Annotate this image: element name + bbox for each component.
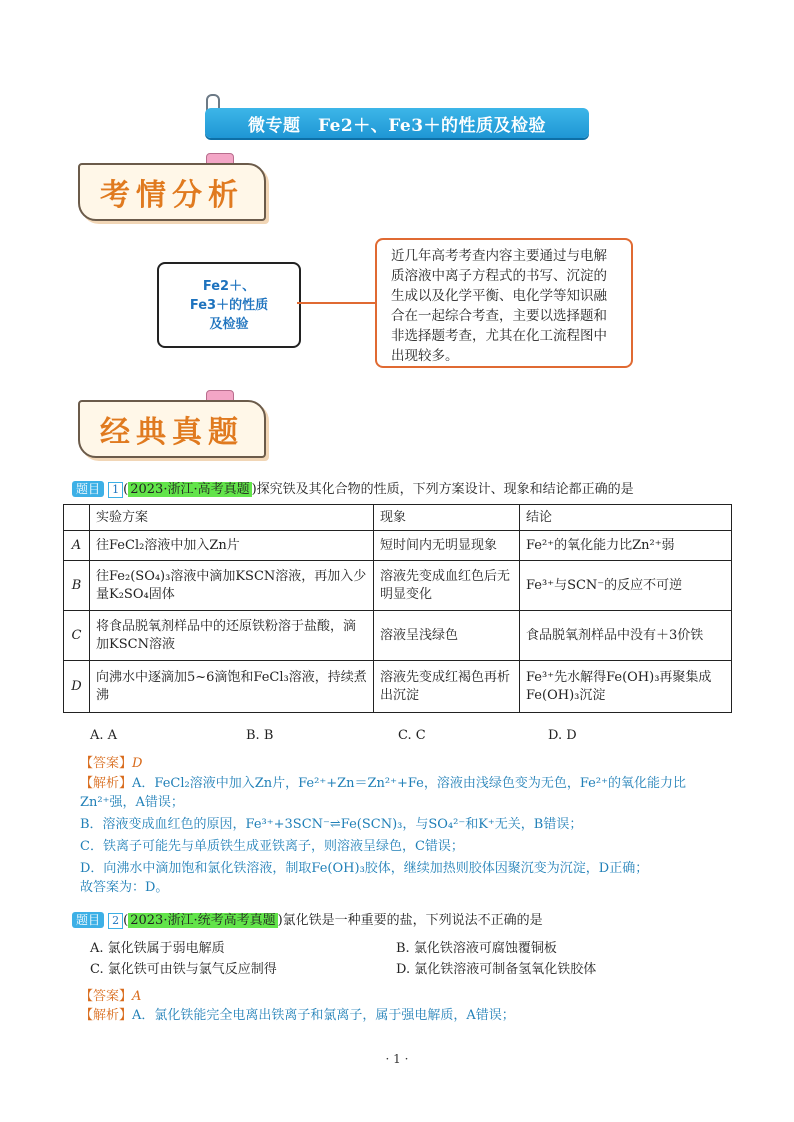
option: C. C [398, 728, 426, 743]
desc-line: 生成以及化学平衡、电化学等知识融 [391, 288, 607, 304]
question-badge: 题目 [72, 481, 104, 497]
row-label: A [64, 531, 90, 561]
cell-plan: 往FeCl₂溶液中加入Zn片 [90, 531, 374, 561]
question-source: 2023·浙江·统考高考真题 [130, 913, 276, 928]
question-2-options [90, 938, 690, 980]
analysis-line: C．铁离子可能先与单质铁生成亚铁离子，则溶液呈绿色，C错误； [80, 839, 464, 854]
analysis-tag: 【解析】 [80, 1008, 133, 1023]
answer-2 [80, 985, 141, 1004]
mindmap-node [157, 262, 301, 348]
table-row [64, 611, 732, 661]
question-number: 2 [108, 913, 123, 929]
section-header-analysis: 考情分析 [78, 163, 266, 221]
question-1-stem: 题目 1 ( 2023·浙江·高考真题 )探究铁及其化合物的性质，下列方案设计、现象和结论都正确的是 [72, 481, 752, 499]
question-1-table [63, 504, 732, 713]
analysis-line: 故答案为：D。 [80, 880, 169, 895]
question-source: 2023·浙江·高考真题 [130, 482, 250, 497]
mindmap-node-line: Fe3＋的性质 [189, 297, 269, 313]
cell-phenomenon: 短时间内无明显现象 [374, 531, 520, 561]
table-header-row [64, 505, 732, 531]
option: C. 氯化铁可由铁与氯气反应制得 [90, 962, 277, 977]
desc-line: 出现较多。 [391, 348, 459, 364]
section-header-classic: 经典真题 [78, 400, 266, 458]
cell-conclusion: Fe³⁺与SCN⁻的反应不可逆 [520, 561, 732, 611]
question-number: 1 [108, 482, 123, 498]
row-label: B [64, 561, 90, 611]
question-text: 氯化铁是一种重要的盐，下列说法不正确的是 [282, 913, 543, 928]
table-row [64, 661, 732, 713]
analysis-line: A．FeCl₂溶液中加入Zn片，Fe²⁺+Zn＝Zn²⁺+Fe，溶液由浅绿色变为无色，Fe²⁺的氧化能力比 [132, 776, 686, 791]
answer-tag: 【答案】 [80, 989, 133, 1004]
question-2-stem: 题目 2 ( 2023·浙江·统考高考真题 )氯化铁是一种重要的盐，下列说法不正确的是 [72, 912, 752, 930]
answer-tag: 【答案】 [80, 756, 133, 771]
answer-value: D [132, 756, 143, 771]
analysis-line: A．氯化铁能完全电离出铁离子和氯离子，属于强电解质，A错误； [132, 1008, 515, 1023]
mindmap-node-line: Fe2＋、 [202, 278, 256, 294]
table-row [64, 531, 732, 561]
cell-conclusion: 食品脱氧剂样品中没有＋3价铁 [520, 611, 732, 661]
question-text: 探究铁及其化合物的性质，下列方案设计、现象和结论都正确的是 [256, 482, 634, 497]
cell-conclusion: Fe³⁺先水解得Fe(OH)₃再聚集成Fe(OH)₃沉淀 [520, 661, 732, 713]
cell-conclusion: Fe²⁺的氧化能力比Zn²⁺弱 [520, 531, 732, 561]
option: B. 氯化铁溶液可腐蚀覆铜板 [396, 941, 557, 956]
desc-line: 近几年高考考查内容主要通过与电解 [391, 248, 607, 264]
cell-phenomenon: 溶液先变成红褐色再析出沉淀 [374, 661, 520, 713]
desc-line: 非选择题考查，尤其在化工流程图中 [391, 328, 607, 344]
question-badge: 题目 [72, 912, 104, 928]
table-header: 实验方案 [90, 505, 374, 531]
option: A. A [90, 728, 118, 743]
table-header: 现象 [374, 505, 520, 531]
page-title: 微专题 Fe2＋、Fe3＋的性质及检验 [205, 108, 589, 138]
option: A. 氯化铁属于弱电解质 [90, 941, 225, 956]
table-header: 结论 [520, 505, 732, 531]
analysis-1 [80, 774, 720, 897]
analysis-2 [80, 1006, 720, 1025]
desc-line: 合在一起综合考查，主要以选择题和 [391, 308, 607, 324]
table-row [64, 561, 732, 611]
page-number: · 1 · [385, 1052, 409, 1066]
answer-value: A [132, 989, 142, 1004]
mindmap-node-line: 及检验 [209, 316, 249, 332]
analysis-line: B．溶液变成血红色的原因，Fe³⁺+3SCN⁻⇌Fe(SCN)₃，与SO₄²⁻和K⁺无关，B错误； [80, 817, 583, 832]
option: D. D [548, 728, 577, 743]
analysis-line: Zn²⁺强，A错误； [80, 795, 184, 810]
option: B. B [246, 728, 274, 743]
table-header [64, 505, 90, 531]
mindmap-description [375, 238, 633, 368]
question-1-options [90, 728, 690, 743]
option: D. 氯化铁溶液可制备氢氧化铁胶体 [396, 962, 597, 977]
analysis-line: D．向沸水中滴加饱和氯化铁溶液，制取Fe(OH)₃胶体，继续加热则胶体因聚沉变为沉淀，D正确； [80, 861, 649, 876]
cell-phenomenon: 溶液先变成血红色后无明显变化 [374, 561, 520, 611]
mindmap-connector [297, 302, 375, 304]
cell-plan: 向沸水中逐滴加5~6滴饱和FeCl₃溶液，持续煮沸 [90, 661, 374, 713]
cell-plan: 往Fe₂(SO₄)₃溶液中滴加KSCN溶液，再加入少量K₂SO₄固体 [90, 561, 374, 611]
answer-1 [80, 752, 142, 771]
row-label: D [64, 661, 90, 713]
analysis-tag: 【解析】 [80, 776, 133, 791]
cell-phenomenon: 溶液呈浅绿色 [374, 611, 520, 661]
row-label: C [64, 611, 90, 661]
cell-plan: 将食品脱氧剂样品中的还原铁粉溶于盐酸，滴加KSCN溶液 [90, 611, 374, 661]
desc-line: 质溶液中离子方程式的书写、沉淀的 [391, 268, 607, 284]
